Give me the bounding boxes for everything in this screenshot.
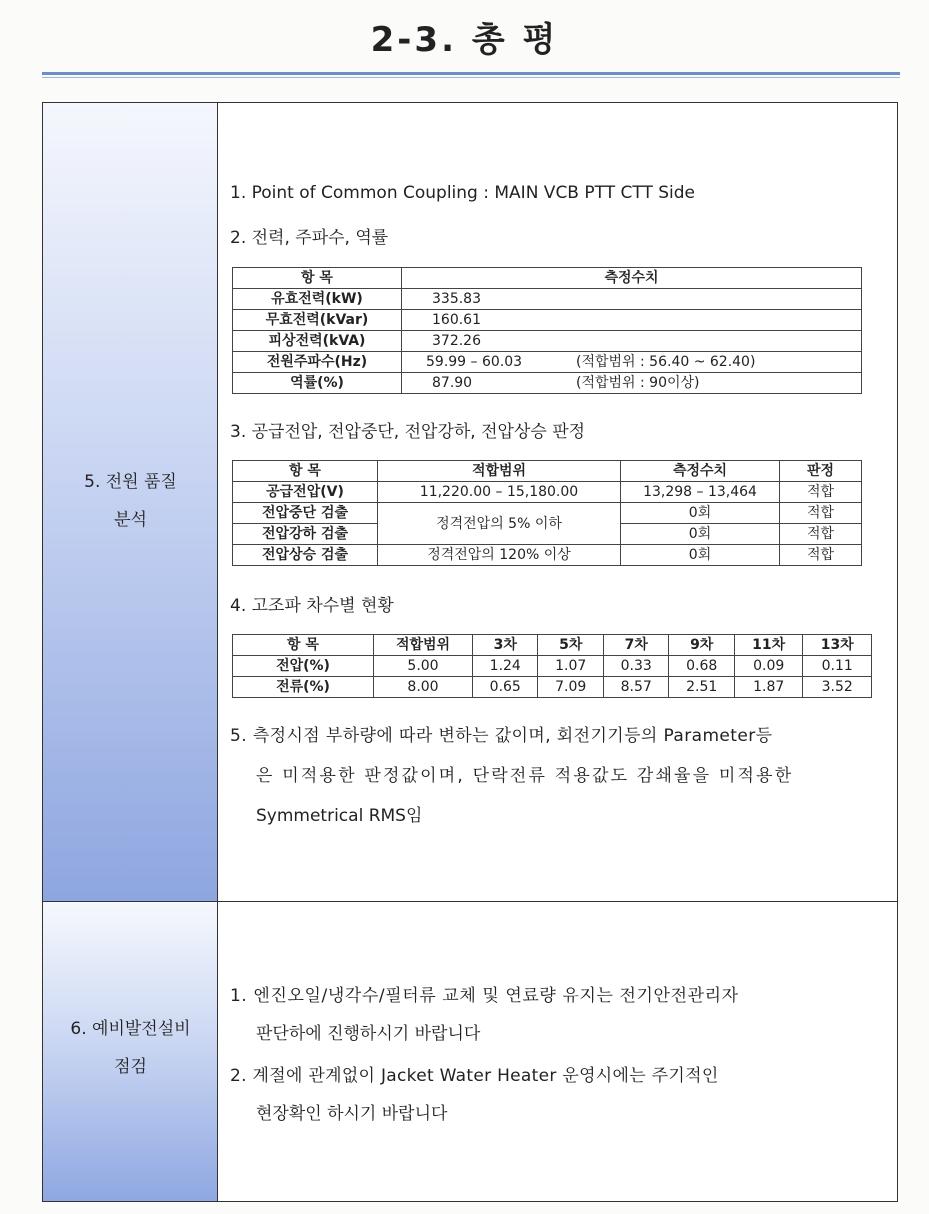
row-value: 160.61 [402, 310, 547, 331]
title-rule [42, 72, 900, 75]
section6-label-line1: 6. 예비발전설비 [70, 1019, 191, 1039]
row-value: 335.83 [402, 289, 547, 310]
row-range: 11,220.00 – 15,180.00 [378, 482, 621, 503]
note-line-1: 5. 측정시점 부하량에 따라 변하는 값이며, 회전기기등의 Parameter등 [230, 726, 773, 746]
row-range: 정격전압의 120% 이상 [378, 545, 621, 566]
row-label: 유효전력(kW) [233, 289, 402, 310]
table-header: 측정수치 [402, 268, 862, 289]
row-result: 적합 [780, 503, 862, 524]
note-line-3: Symmetrical RMS임 [256, 806, 423, 826]
cell: 8.57 [603, 677, 668, 698]
cell: 8.00 [374, 677, 473, 698]
title-rule-thin [42, 77, 900, 78]
harmonics-heading: 4. 고조파 차수별 현황 [230, 596, 394, 616]
section5-label-line1: 5. 전원 품질 [84, 472, 177, 492]
table-row [233, 677, 872, 698]
table-row [233, 545, 862, 566]
section6-content [230, 901, 887, 1201]
row-value: 59.99 – 60.03 [402, 352, 547, 373]
cell: 2.51 [669, 677, 734, 698]
section6-label-cell [43, 901, 218, 1201]
section6-label-line2: 점검 [114, 1057, 147, 1077]
table-row [233, 352, 862, 373]
row-value: 372.26 [402, 331, 547, 352]
row-label: 무효전력(kVar) [233, 310, 402, 331]
row-value: 0회 [621, 503, 780, 524]
table-header: 항 목 [233, 461, 378, 482]
row-label: 전압중단 검출 [233, 503, 378, 524]
table-header: 9차 [669, 635, 734, 656]
cell: 1.07 [538, 656, 603, 677]
table-header: 적합범위 [378, 461, 621, 482]
power-heading: 2. 전력, 주파수, 역률 [230, 228, 389, 248]
row-label: 피상전력(kVA) [233, 331, 402, 352]
voltage-table [232, 460, 862, 566]
section5-label-line2: 분석 [114, 510, 147, 530]
table-row [233, 656, 872, 677]
table-row [233, 331, 862, 352]
row-label: 역률(%) [233, 373, 402, 394]
row-range: (적합범위 : 56.40 ~ 62.40) [546, 352, 862, 373]
row-value: 0회 [621, 524, 780, 545]
table-header: 적합범위 [374, 635, 473, 656]
table-header: 5차 [538, 635, 603, 656]
cell: 0.09 [734, 656, 803, 677]
row-result: 적합 [780, 482, 862, 503]
table-header: 판정 [780, 461, 862, 482]
table-row [233, 289, 862, 310]
row-label: 전류(%) [233, 677, 374, 698]
row-value: 87.90 [402, 373, 547, 394]
row-result: 적합 [780, 524, 862, 545]
section5-content [230, 103, 887, 901]
cell: 0.11 [803, 656, 872, 677]
table-header: 측정수치 [621, 461, 780, 482]
generator-note-2a: 2. 계절에 관계없이 Jacket Water Heater 운영시에는 주기적인 [230, 1066, 719, 1086]
voltage-heading: 3. 공급전압, 전압중단, 전압강하, 전압상승 판정 [230, 422, 586, 442]
cell: 1.24 [473, 656, 538, 677]
table-row [233, 310, 862, 331]
table-header: 7차 [603, 635, 668, 656]
cell: 0.68 [669, 656, 734, 677]
row-range: 정격전압의 5% 이하 [378, 503, 621, 545]
row-label: 전압(%) [233, 656, 374, 677]
row-label: 전압상승 검출 [233, 545, 378, 566]
section5-label-cell [43, 103, 218, 901]
page-title: 2-3. 총 평 [370, 20, 559, 60]
table-row [233, 482, 862, 503]
table-header: 항 목 [233, 635, 374, 656]
cell: 0.33 [603, 656, 668, 677]
pcc-line: 1. Point of Common Coupling : MAIN VCB PTT CTT Side [230, 183, 696, 203]
row-result: 적합 [780, 545, 862, 566]
row-value: 13,298 – 13,464 [621, 482, 780, 503]
summary-frame [42, 102, 898, 1202]
note-line-2: 은 미적용한 판정값이며, 단락전류 적용값도 감쇄율을 미적용한 [256, 766, 794, 786]
row-range: (적합범위 : 90이상) [546, 373, 862, 394]
table-header: 11차 [734, 635, 803, 656]
row-range [546, 331, 862, 352]
table-header: 항 목 [233, 268, 402, 289]
harmonics-table [232, 634, 872, 698]
generator-note-1b: 판단하에 진행하시기 바랍니다 [256, 1024, 481, 1044]
cell: 3.52 [803, 677, 872, 698]
row-value: 0회 [621, 545, 780, 566]
table-row [233, 373, 862, 394]
cell: 1.87 [734, 677, 803, 698]
row-label: 전원주파수(Hz) [233, 352, 402, 373]
row-label: 전압강하 검출 [233, 524, 378, 545]
cell: 7.09 [538, 677, 603, 698]
table-row [233, 503, 862, 524]
power-table [232, 267, 862, 394]
table-header: 3차 [473, 635, 538, 656]
generator-note-2b: 현장확인 하시기 바랍니다 [256, 1104, 448, 1124]
cell: 0.65 [473, 677, 538, 698]
table-header: 13차 [803, 635, 872, 656]
generator-note-1a: 1. 엔진오일/냉각수/필터류 교체 및 연료량 유지는 전기안전관리자 [230, 986, 739, 1006]
row-label: 공급전압(V) [233, 482, 378, 503]
row-range [546, 289, 862, 310]
row-range [546, 310, 862, 331]
cell: 5.00 [374, 656, 473, 677]
